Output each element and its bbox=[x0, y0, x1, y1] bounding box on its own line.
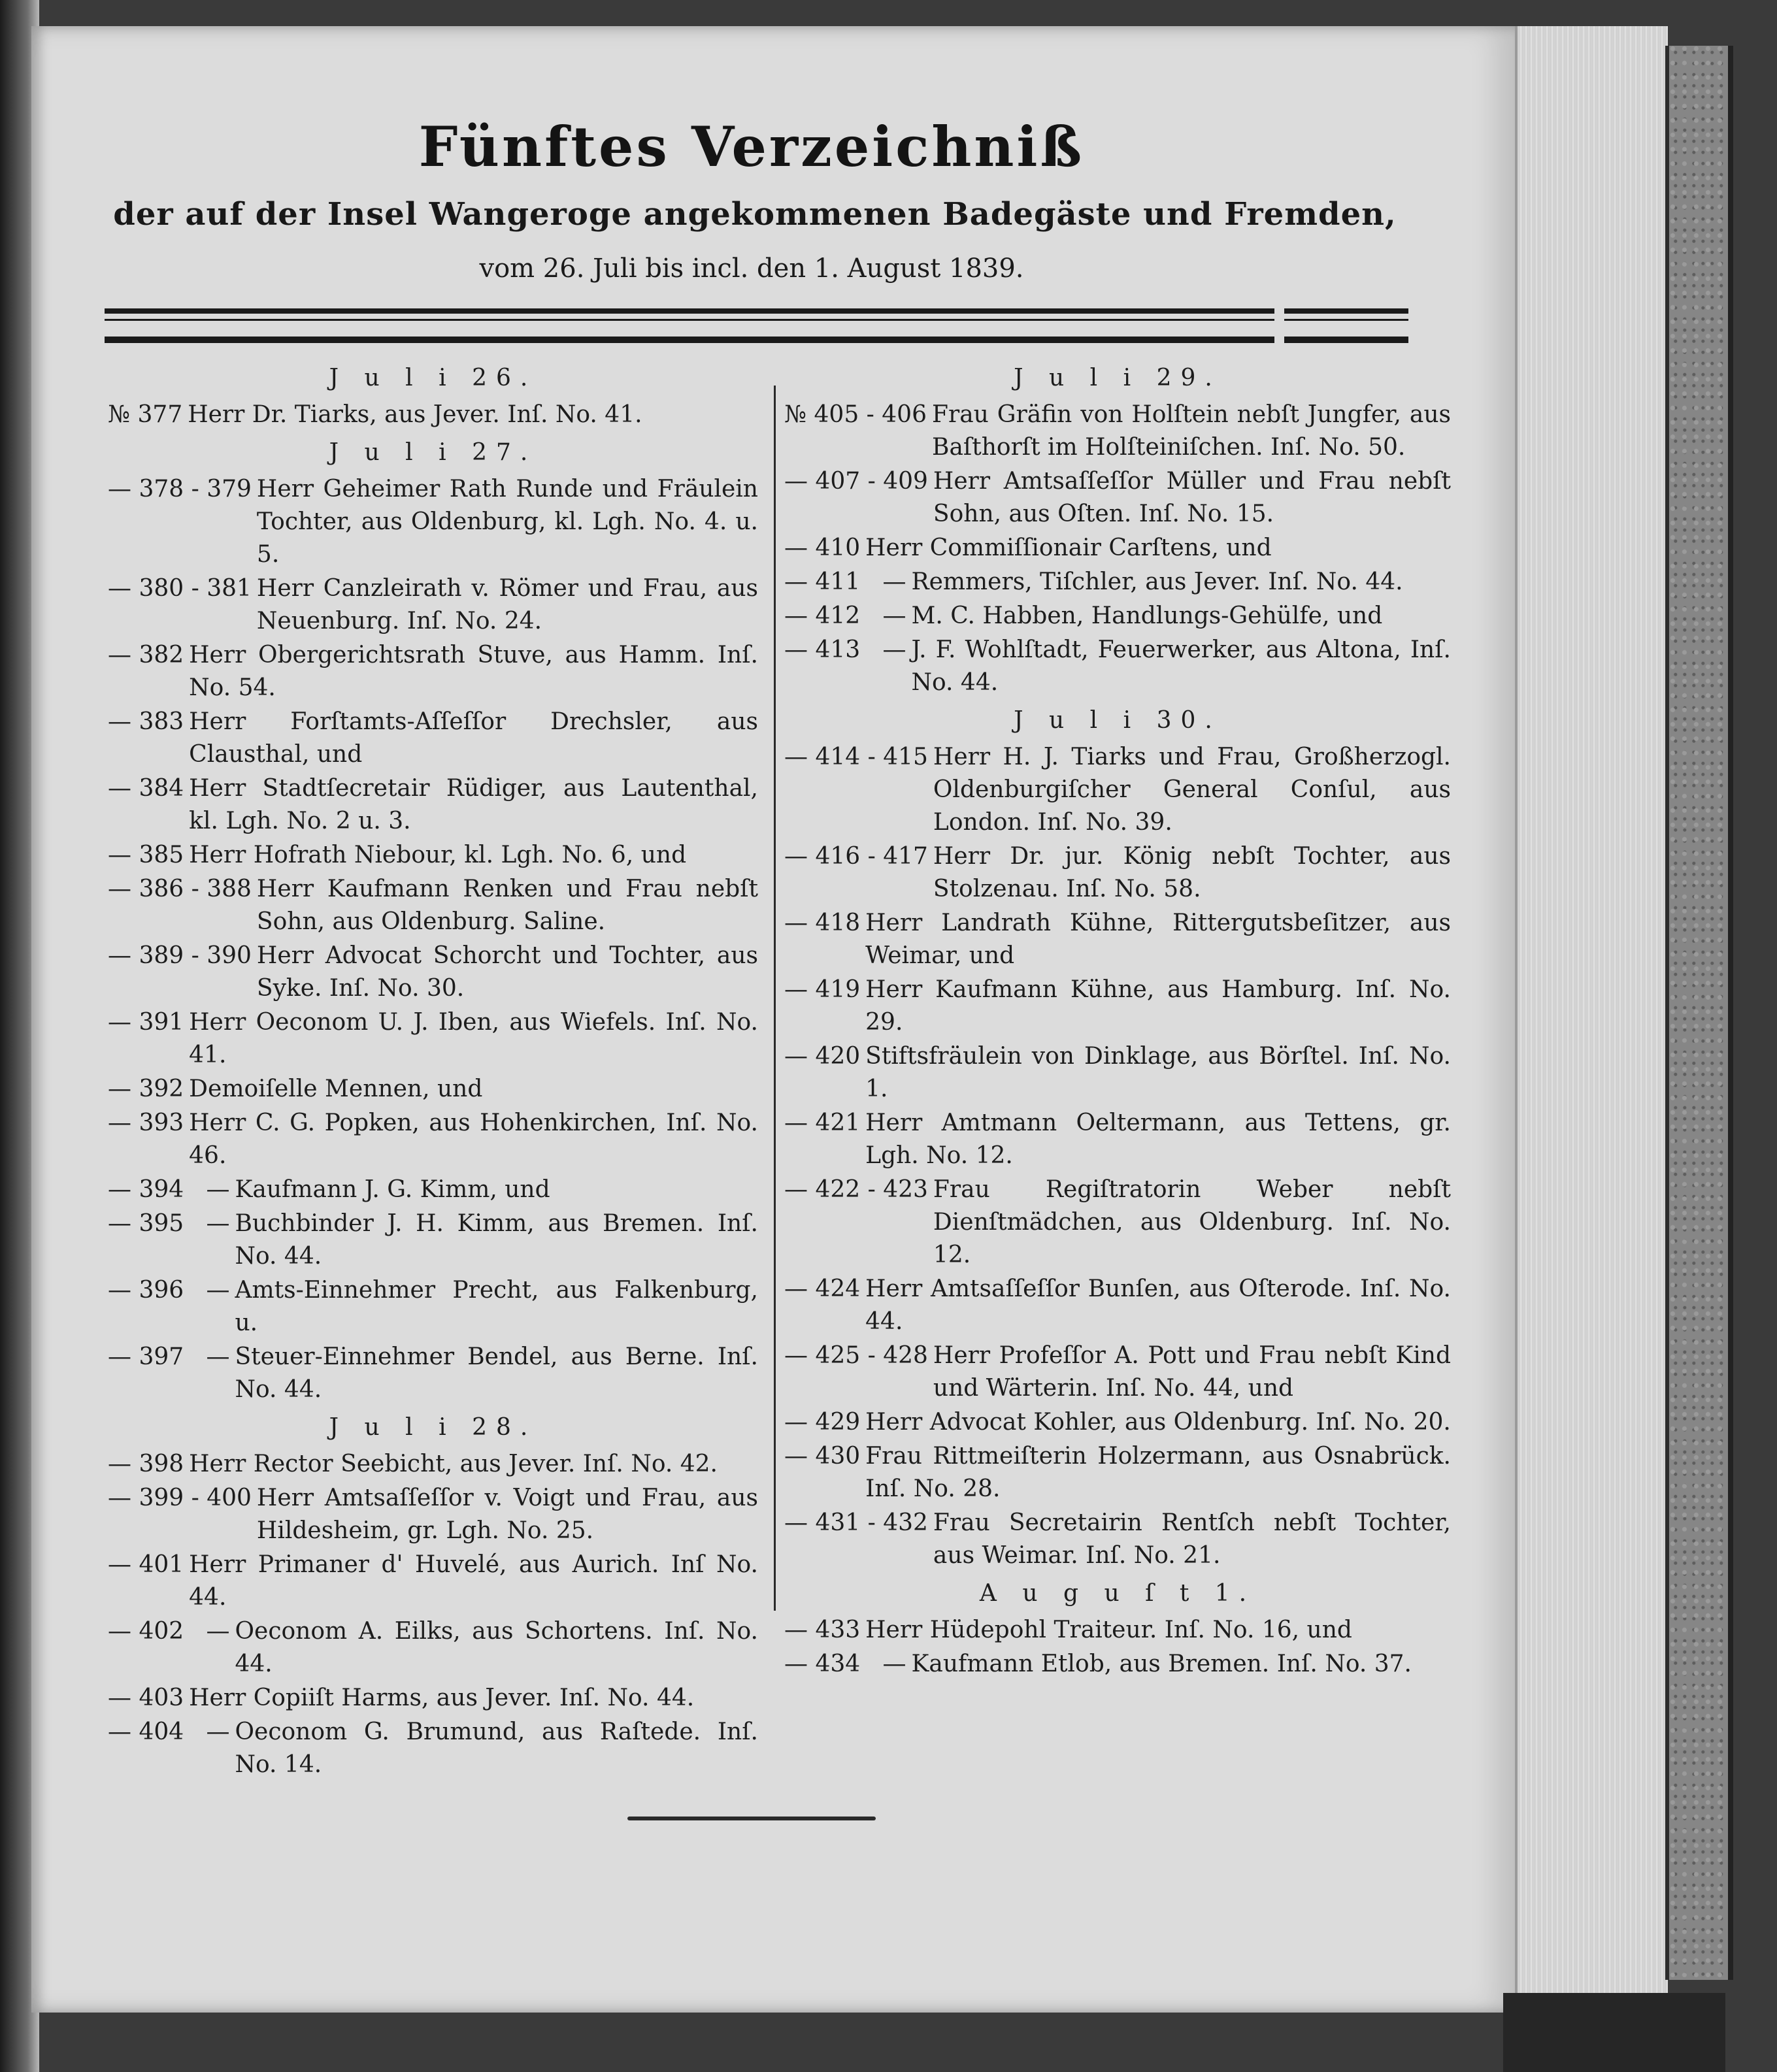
entry-text: Herr Canzleirath v. Römer und Frau, aus Neuenburg. Inſ. No. 24. bbox=[256, 575, 758, 634]
guest-entry bbox=[108, 706, 758, 771]
entry-text: Herr Kaufmann Renken und Frau nebſt Sohn, aus Oldenburg. Saline. bbox=[256, 876, 758, 935]
entry-text: Oeconom G. Brumund, aus Raſtede. Inſ. No. 14. bbox=[235, 1718, 758, 1778]
entry-number: — 396 — bbox=[108, 1277, 230, 1304]
right-column bbox=[784, 358, 1451, 1682]
entry-number: — 398 bbox=[108, 1451, 184, 1477]
entry-number: № 377 bbox=[108, 401, 183, 428]
entry-text: Herr C. G. Popken, aus Hohenkirchen, Inſ. No. 46. bbox=[189, 1110, 758, 1169]
entry-number: — 407 - 409 bbox=[784, 468, 928, 495]
entry-number: — 414 - 415 bbox=[784, 744, 928, 770]
entry-number: — 413 — bbox=[784, 636, 906, 663]
guest-entry bbox=[784, 1273, 1451, 1338]
entry-text: Frau Secretairin Rentſch nebſt Tochter, aus Weimar. Inſ. No. 21. bbox=[933, 1509, 1451, 1569]
guest-entry bbox=[784, 974, 1451, 1039]
entry-text: Herr Dr. jur. König nebſt Tochter, aus Stolzenau. Inſ. No. 58. bbox=[933, 843, 1451, 902]
entry-number: — 393 bbox=[108, 1110, 184, 1136]
entry-text: Frau Rittmeiſterin Holzermann, aus Osnabrück. Inſ. No. 28. bbox=[865, 1443, 1451, 1502]
guest-entry bbox=[784, 532, 1451, 565]
entry-text: Herr Rector Seebicht, aus Jever. Inſ. No. 42. bbox=[189, 1451, 718, 1477]
entry-number: — 382 bbox=[108, 642, 184, 668]
entry-text: Herr Hofrath Niebour, kl. Lgh. No. 6, und bbox=[189, 842, 687, 868]
entry-text: Herr Stadtſecretair Rüdiger, aus Lautenthal, kl. Lgh. No. 2 u. 3. bbox=[189, 775, 758, 834]
page-title: Fünftes Verzeichniß bbox=[418, 114, 1085, 179]
entry-text: Stiftsfräulein von Dinklage, aus Börſtel. Inſ. No. 1. bbox=[865, 1043, 1451, 1102]
date-heading: J u l i 30. bbox=[1014, 707, 1221, 734]
guest-entry bbox=[108, 839, 758, 872]
guest-entry bbox=[784, 741, 1451, 839]
entry-text: Herr Geheimer Rath Runde und Fräulein Tochter, aus Oldenburg, kl. Lgh. No. 4. u. 5. bbox=[256, 476, 758, 568]
guest-entry bbox=[108, 1174, 758, 1206]
entry-text: Herr Amtsaſſeſſor v. Voigt und Frau, aus Hildesheim, gr. Lgh. No. 25. bbox=[256, 1485, 758, 1544]
header-rule-thin bbox=[105, 319, 1274, 321]
entry-number: — 402 — bbox=[108, 1618, 230, 1645]
entry-number: — 422 - 423 bbox=[784, 1176, 928, 1203]
guest-entry bbox=[108, 1549, 758, 1614]
guest-entry bbox=[784, 1174, 1451, 1272]
date-heading: A u g u ſ t 1. bbox=[979, 1580, 1256, 1607]
entry-text: Herr Primaner d' Huvelé, aus Aurich. Inſ No. 44. bbox=[189, 1551, 758, 1611]
header-rule-lower-right bbox=[1284, 337, 1408, 343]
entry-text: Herr Commiſſionair Carſtens, und bbox=[865, 534, 1272, 561]
guest-entry bbox=[108, 1107, 758, 1172]
entry-number: — 384 bbox=[108, 775, 184, 802]
entry-number: — 383 bbox=[108, 708, 184, 735]
entry-text: Buchbinder J. H. Kimm, aus Bremen. Inſ. No. 44. bbox=[235, 1210, 758, 1270]
guest-entry bbox=[784, 1614, 1451, 1647]
date-heading: J u l i 27. bbox=[329, 439, 537, 466]
guest-entry bbox=[784, 566, 1451, 599]
entry-text: Oeconom A. Eilks, aus Schortens. Inſ. No. 44. bbox=[235, 1618, 758, 1677]
entry-number: № 405 - 406 bbox=[784, 401, 927, 428]
entry-text: Herr Dr. Tiarks, aus Jever. Inſ. No. 41. bbox=[188, 401, 642, 428]
guest-entry bbox=[784, 1440, 1451, 1505]
entry-text: Herr H. J. Tiarks und Frau, Großherzogl. Oldenburgiſcher General Conſul, aus London. Inſ. No. 39. bbox=[933, 744, 1451, 836]
header-rule-thick-right bbox=[1284, 308, 1408, 314]
guest-entry bbox=[784, 600, 1451, 633]
guest-entry bbox=[784, 399, 1451, 464]
entry-text: Demoiſelle Mennen, und bbox=[189, 1076, 483, 1102]
date-heading: J u l i 26. bbox=[329, 365, 537, 391]
guest-entry bbox=[108, 1482, 758, 1547]
entry-number: — 378 - 379 bbox=[108, 476, 252, 502]
entry-number: — 420 bbox=[784, 1043, 861, 1070]
header-rule-thick bbox=[105, 308, 1274, 314]
entry-text: Herr Landrath Kühne, Rittergutsbeſitzer, aus Weimar, und bbox=[865, 910, 1451, 969]
entry-number: — 418 bbox=[784, 910, 861, 936]
entry-number: — 395 — bbox=[108, 1210, 230, 1237]
entry-text: Herr Profeſſor A. Pott und Frau nebſt Kind und Wärterin. Inſ. No. 44, und bbox=[933, 1342, 1451, 1402]
entry-text: Herr Hüdepohl Traiteur. Inſ. No. 16, und bbox=[865, 1617, 1352, 1643]
entry-number: — 385 bbox=[108, 842, 184, 868]
book-cover-edge bbox=[1665, 46, 1733, 1980]
column-divider bbox=[774, 386, 776, 1611]
entry-number: — 412 — bbox=[784, 602, 906, 629]
entry-text: Herr Amtsaſſeſſor Bunſen, aus Oſterode. Inſ. No. 44. bbox=[865, 1275, 1451, 1335]
entry-text: Herr Kaufmann Kühne, aus Hamburg. Inſ. No. 29. bbox=[865, 976, 1451, 1036]
guest-entry bbox=[108, 1615, 758, 1681]
guest-entry bbox=[108, 1006, 758, 1072]
entry-number: — 434 — bbox=[784, 1651, 906, 1677]
entry-number: — 416 - 417 bbox=[784, 843, 928, 870]
entry-text: Kaufmann J. G. Kimm, und bbox=[235, 1176, 550, 1203]
guest-entry bbox=[108, 639, 758, 704]
entry-text: J. F. Wohlſtadt, Feuerwerker, aus Altona, Inſ. No. 44. bbox=[911, 636, 1451, 696]
entry-number: — 425 - 428 bbox=[784, 1342, 928, 1369]
entry-text: Herr Forſtamts-Aſſeſſor Drechsler, aus Clausthal, und bbox=[189, 708, 758, 768]
header-rule-lower bbox=[105, 337, 1274, 343]
entry-number: — 424 bbox=[784, 1275, 861, 1302]
entry-number: — 430 bbox=[784, 1443, 861, 1470]
guest-entry bbox=[784, 634, 1451, 699]
entry-text: Herr Advocat Schorcht und Tochter, aus Syke. Inſ. No. 30. bbox=[256, 942, 758, 1002]
entry-text: Remmers, Tiſchler, aus Jever. Inſ. No. 44. bbox=[911, 568, 1403, 595]
entry-text: Steuer-Einnehmer Bendel, aus Berne. Inſ. No. 44. bbox=[235, 1343, 758, 1403]
entry-number: — 392 bbox=[108, 1076, 184, 1102]
guest-entry bbox=[784, 1107, 1451, 1172]
entry-number: — 421 bbox=[784, 1110, 861, 1136]
entry-number: — 399 - 400 bbox=[108, 1485, 252, 1511]
date-range: vom 26. Juli bis incl. den 1. August 1839. bbox=[479, 254, 1024, 284]
entry-number: — 433 bbox=[784, 1617, 861, 1643]
guest-entry bbox=[784, 1406, 1451, 1439]
entry-number: — 419 bbox=[784, 976, 861, 1003]
guest-entry bbox=[108, 1274, 758, 1340]
entry-number: — 394 — bbox=[108, 1176, 230, 1203]
guest-entry bbox=[784, 1040, 1451, 1106]
guest-entry bbox=[108, 873, 758, 938]
guest-entry bbox=[108, 940, 758, 1005]
entry-number: — 391 bbox=[108, 1009, 184, 1036]
guest-entry bbox=[784, 840, 1451, 906]
guest-entry bbox=[108, 399, 758, 431]
header-rule-thin-right bbox=[1284, 319, 1408, 321]
entry-number: — 380 - 381 bbox=[108, 575, 252, 602]
entry-text: Herr Copiiſt Harms, aus Jever. Inſ. No. 44. bbox=[189, 1685, 695, 1711]
entry-number: — 397 — bbox=[108, 1343, 230, 1370]
guest-entry bbox=[784, 465, 1451, 531]
entry-number: — 411 — bbox=[784, 568, 906, 595]
guest-entry bbox=[784, 1340, 1451, 1405]
entry-number: — 389 - 390 bbox=[108, 942, 252, 969]
guest-entry bbox=[108, 473, 758, 571]
footer-rule bbox=[627, 1817, 876, 1820]
page-edges bbox=[1515, 26, 1668, 2013]
date-heading: J u l i 28. bbox=[329, 1414, 537, 1441]
entry-text: Frau Regiſtratorin Weber nebſt Dienſtmädchen, aus Oldenburg. Inſ. No. 12. bbox=[933, 1176, 1451, 1268]
guest-entry bbox=[108, 1341, 758, 1406]
entry-text: Kaufmann Etlob, aus Bremen. Inſ. No. 37. bbox=[911, 1651, 1412, 1677]
guest-entry bbox=[108, 1208, 758, 1273]
guest-entry bbox=[108, 1716, 758, 1781]
guest-entry bbox=[784, 1648, 1451, 1681]
entry-text: Herr Advocat Kohler, aus Oldenburg. Inſ. No. 20. bbox=[865, 1409, 1451, 1436]
entry-number: — 401 bbox=[108, 1551, 184, 1578]
page-subtitle: der auf der Insel Wangeroge angekommenen Badegäste und Fremden, bbox=[113, 196, 1397, 233]
book-cover-bottom bbox=[1503, 1993, 1725, 2072]
guest-entry bbox=[108, 1682, 758, 1715]
guest-entry bbox=[108, 572, 758, 638]
entry-number: — 431 - 432 bbox=[784, 1509, 928, 1536]
entry-number: — 429 bbox=[784, 1409, 861, 1436]
entry-text: Herr Amtmann Oeltermann, aus Tettens, gr. Lgh. No. 12. bbox=[865, 1110, 1451, 1169]
guest-entry bbox=[108, 772, 758, 838]
entry-text: Herr Oeconom U. J. Iben, aus Wiefels. Inſ. No. 41. bbox=[189, 1009, 758, 1068]
guest-entry bbox=[784, 907, 1451, 972]
left-column bbox=[108, 358, 758, 1783]
entry-text: Frau Gräfin von Holſtein nebſt Jungfer, aus Baſthorſt im Holſteiniſchen. Inſ. No. 50. bbox=[932, 401, 1451, 461]
entry-number: — 404 — bbox=[108, 1718, 230, 1745]
entry-text: Herr Obergerichtsrath Stuve, aus Hamm. Inſ. No. 54. bbox=[189, 642, 758, 701]
guest-entry bbox=[108, 1073, 758, 1106]
guest-entry bbox=[108, 1448, 758, 1481]
entry-text: Herr Amtsaſſeſſor Müller und Frau nebſt Sohn, aus Oſten. Inſ. No. 15. bbox=[933, 468, 1451, 527]
entry-number: — 386 - 388 bbox=[108, 876, 252, 902]
entry-number: — 410 bbox=[784, 534, 861, 561]
entry-number: — 403 bbox=[108, 1685, 184, 1711]
entry-text: M. C. Habben, Handlungs-Gehülfe, und bbox=[911, 602, 1383, 629]
guest-entry bbox=[784, 1507, 1451, 1572]
date-heading: J u l i 29. bbox=[1014, 365, 1221, 391]
entry-text: Amts-Einnehmer Precht, aus Falkenburg, u. bbox=[235, 1277, 758, 1336]
